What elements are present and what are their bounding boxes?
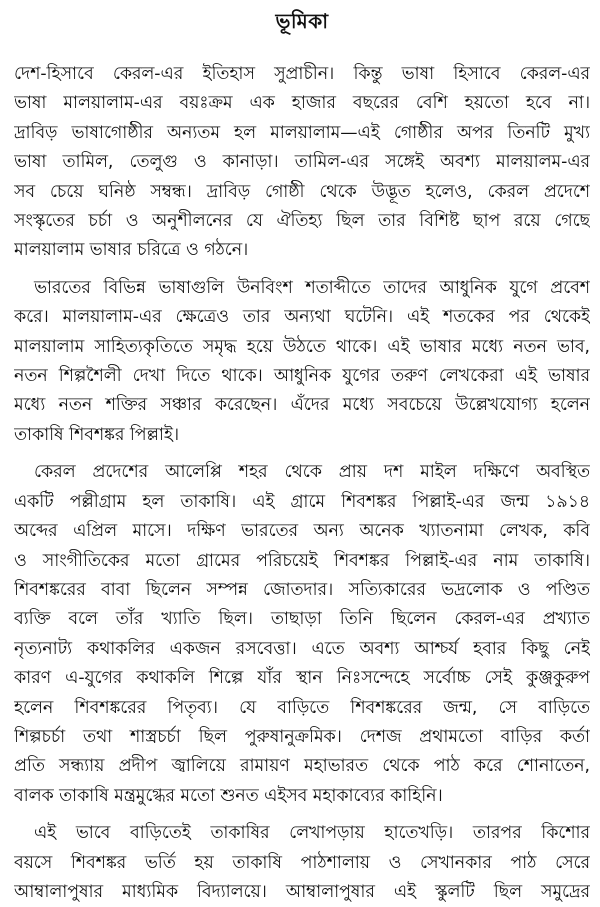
text-line: ব্যক্তি বলে তাঁর খ্যাতি ছিল। তাছাড়া তিনি ছিলেন কেরল-এর প্রখ্যাত bbox=[14, 609, 590, 630]
text-line: ভারতের বিভিন্ন ভাষাগুলি উনবিংশ শতাব্দীতে তাদের আধুনিক যুগে প্রবেশ bbox=[34, 277, 590, 298]
text-line: সব চেয়ে ঘনিষ্ঠ সম্বন্ধ। দ্রাবিড় গোষ্ঠী থেকে উদ্ভূত হলেও, কেরল প্রদেশে bbox=[14, 181, 590, 202]
paragraph-2 bbox=[14, 274, 590, 450]
text-line: মালয়ালাম ভাষার চরিত্রে ও গঠনে। bbox=[14, 240, 249, 261]
text-line: মালয়ালাম সাহিত্যকৃতিতে সমৃদ্ধ হয়ে উঠতে থাকে। এই ভাষার মধ্যে নতন ভাব, bbox=[14, 336, 590, 357]
text-line: নতন শিল্পশৈলী দেখা দিতে থাকে। আধুনিক যুগের তরুণ লেখকেরা এই ভাষার bbox=[14, 366, 590, 387]
text-line: একটি পল্লীগ্রাম হল তাকাষি। এই গ্রামে শিবশঙ্কর পিল্লাই-এর জন্ম ১৯১৪ bbox=[14, 491, 590, 512]
text-line: বালক তাকাষি মন্ত্রমুগ্ধের মতো শুনত এইসব মহাকাব্যের কাহিনি। bbox=[14, 785, 443, 806]
paragraph-4 bbox=[14, 819, 590, 907]
paragraph-3 bbox=[14, 458, 590, 811]
text-line: আম্বালাপুষার মাধ্যমিক বিদ্যালয়ে। আম্বালাপুষার এই স্কুলটি ছিল সমুদ্রের bbox=[14, 881, 590, 902]
text-line: করে। মালয়ালাম-এর ক্ষেত্রেও তার অন্যথা ঘটেনি। এই শতকের পর থেকেই bbox=[14, 307, 590, 328]
paragraph-1 bbox=[14, 60, 590, 266]
text-line: ও সাংগীতিকের মতো গ্রামের পরিচয়েই শিবশঙ্কর পিল্লাই-এর নাম তাকাষি। bbox=[14, 550, 590, 571]
text-line: অব্দের এপ্রিল মাসে। দক্ষিণ ভারতের অন্য অনেক খ্যাতনামা লেখক, কবি bbox=[14, 521, 590, 542]
text-line: প্রতি সন্ধ্যায় প্রদীপ জ্বালিয়ে রামায়ণ মহাভারত থেকে পাঠ করে শোনাতেন, bbox=[14, 756, 590, 777]
text-line: কেরল প্রদেশের আলেপ্পি শহর থেকে প্রায় দশ মাইল দক্ষিণে অবস্থিত bbox=[34, 462, 590, 483]
text-line: মধ্যে নতন শক্তির সঞ্চার করেছেন। এঁদের মধ্যে সবচেয়ে উল্লেখযোগ্য হলেন bbox=[14, 395, 590, 416]
text-line: হলেন শিবশঙ্করের পিতৃব্য। যে বাড়িতে শিবশঙ্করের জন্ম, সে বাড়িতে bbox=[14, 697, 590, 718]
page-title: ভূমিকা bbox=[275, 9, 329, 33]
text-line: কারণ এ-যুগের কথাকলি শিল্পে যাঁর স্থান নিঃসন্দেহে সর্বোচ্চ সেই কুঞ্জকুরুপ bbox=[14, 668, 590, 689]
text-line: ভাষা তামিল, তেলুগু ও কানাড়া। তামিল-এর সঙ্গেই অবশ্য মালয়ালম-এর bbox=[14, 152, 590, 173]
text-line: শিল্পচর্চা তথা শাস্ত্রচর্চা ছিল পুরুষানুক্রমিক। দেশজ প্রথামতো বাড়ির কর্তা bbox=[14, 726, 590, 747]
text-line: এই ভাবে বাড়িতেই তাকাষির লেখাপড়ায় হাতেখড়ি। তারপর কিশোর bbox=[34, 823, 590, 844]
text-line: দেশ-হিসাবে কেরল-এর ইতিহাস সুপ্রাচীন। কিন্তু ভাষা হিসাবে কেরল-এর bbox=[14, 64, 590, 84]
text-line: নৃত্যনাট্য কথাকলির একজন রসবেত্তা। এতে অবশ্য আশ্চর্য হবার কিছু নেই bbox=[14, 638, 590, 659]
text-line: সংস্কৃতের চর্চা ও অনুশীলনের যে ঐতিহ্য ছিল তার বিশিষ্ট ছাপ রয়ে গেছে bbox=[14, 211, 590, 232]
text-line: শিবশঙ্করের বাবা ছিলেন সম্পন্ন জোতদার। সত্যিকারের ভদ্রলোক ও পণ্ডিত bbox=[14, 579, 590, 600]
text-line: বয়সে শিবশঙ্কর ভর্তি হয় তাকাষি পাঠশালায় ও সেখানকার পাঠ সেরে bbox=[14, 852, 590, 873]
text-line: দ্রাবিড় ভাষাগোষ্ঠীর অন্যতম হল মালয়ালাম—এই গোষ্ঠীর অপর তিনটি মুখ্য bbox=[14, 122, 590, 143]
text-line: তাকাষি শিবশঙ্কর পিল্লাই। bbox=[14, 424, 180, 445]
text-line: ভাষা মালয়ালাম-এর বয়ঃক্রম এক হাজার বছরের বেশি হয়তো হবে না। bbox=[14, 93, 590, 114]
